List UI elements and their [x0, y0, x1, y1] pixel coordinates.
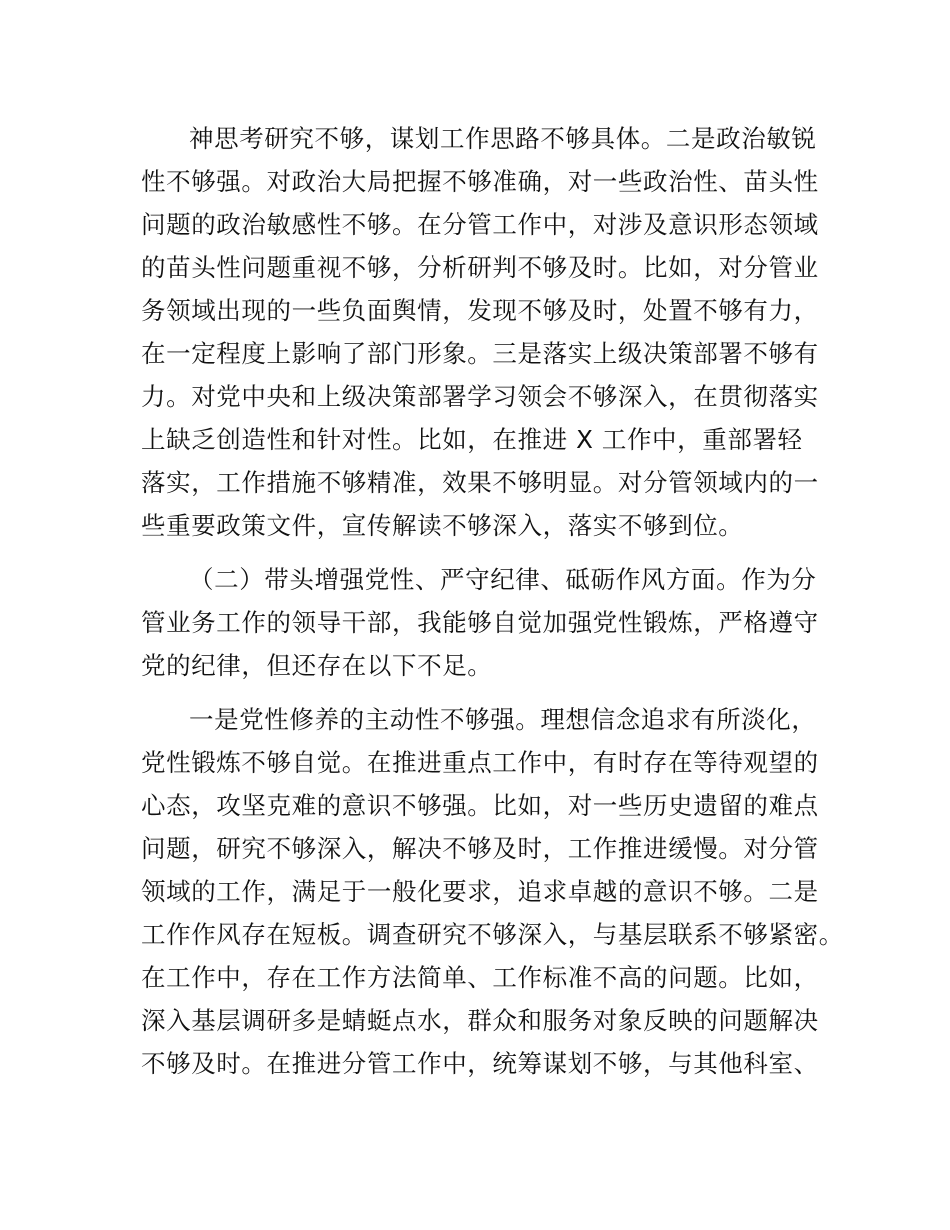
text-line: 在一定程度上影响了部门形象。三是落实上级决策部署不够有	[141, 339, 819, 368]
text-line: 党性锻炼不够自觉。在推进重点工作中，有时存在等待观望的	[141, 748, 819, 777]
text-line: 力。对党中央和上级决策部署学习领会不够深入，在贯彻落实	[141, 382, 819, 411]
text-line: 问题，研究不够深入，解决不够及时，工作推进缓慢。对分管	[141, 834, 819, 863]
text-line: 不够及时。在推进分管工作中，统筹谋划不够，与其他科室、	[141, 1049, 819, 1078]
text-line: 管业务工作的领导干部，我能够自觉加强党性锻炼，严格遵守	[141, 608, 819, 637]
text-line: 一是党性修养的主动性不够强。理想信念追求有所淡化，	[189, 705, 817, 734]
text-line: 的苗头性问题重视不够，分析研判不够及时。比如，对分管业	[141, 253, 819, 282]
text-line: 深入基层调研多是蜻蜓点水，群众和服务对象反映的问题解决	[141, 1006, 819, 1035]
text-line: 落实，工作措施不够精准，效果不够明显。对分管领域内的一	[141, 468, 819, 497]
text-line: 问题的政治敏感性不够。在分管工作中，对涉及意识形态领域	[141, 210, 819, 239]
text-line: 工作作风存在短板。调查研究不够深入，与基层联系不够紧密。	[141, 920, 844, 949]
text-line: 在工作中，存在工作方法简单、工作标准不高的问题。比如，	[141, 963, 819, 992]
section-heading-line: （二）带头增强党性、严守纪律、砥砺作风方面。作为分	[189, 565, 817, 594]
text-line: 些重要政策文件，宣传解读不够深入，落实不够到位。	[141, 511, 744, 540]
text-line: 神思考研究不够，谋划工作思路不够具体。二是政治敏锐	[189, 124, 817, 153]
text-line: 领域的工作，满足于一般化要求，追求卓越的意识不够。二是	[141, 877, 819, 906]
text-line: 务领域出现的一些负面舆情，发现不够及时，处置不够有力，	[141, 296, 819, 325]
text-line: 心态，攻坚克难的意识不够强。比如，对一些历史遗留的难点	[141, 791, 819, 820]
text-line: 上缺乏创造性和针对性。比如，在推进 X 工作中，重部署轻	[141, 425, 803, 454]
text-line: 性不够强。对政治大局把握不够准确，对一些政治性、苗头性	[141, 167, 819, 196]
text-line: 党的纪律，但还存在以下不足。	[141, 651, 493, 680]
